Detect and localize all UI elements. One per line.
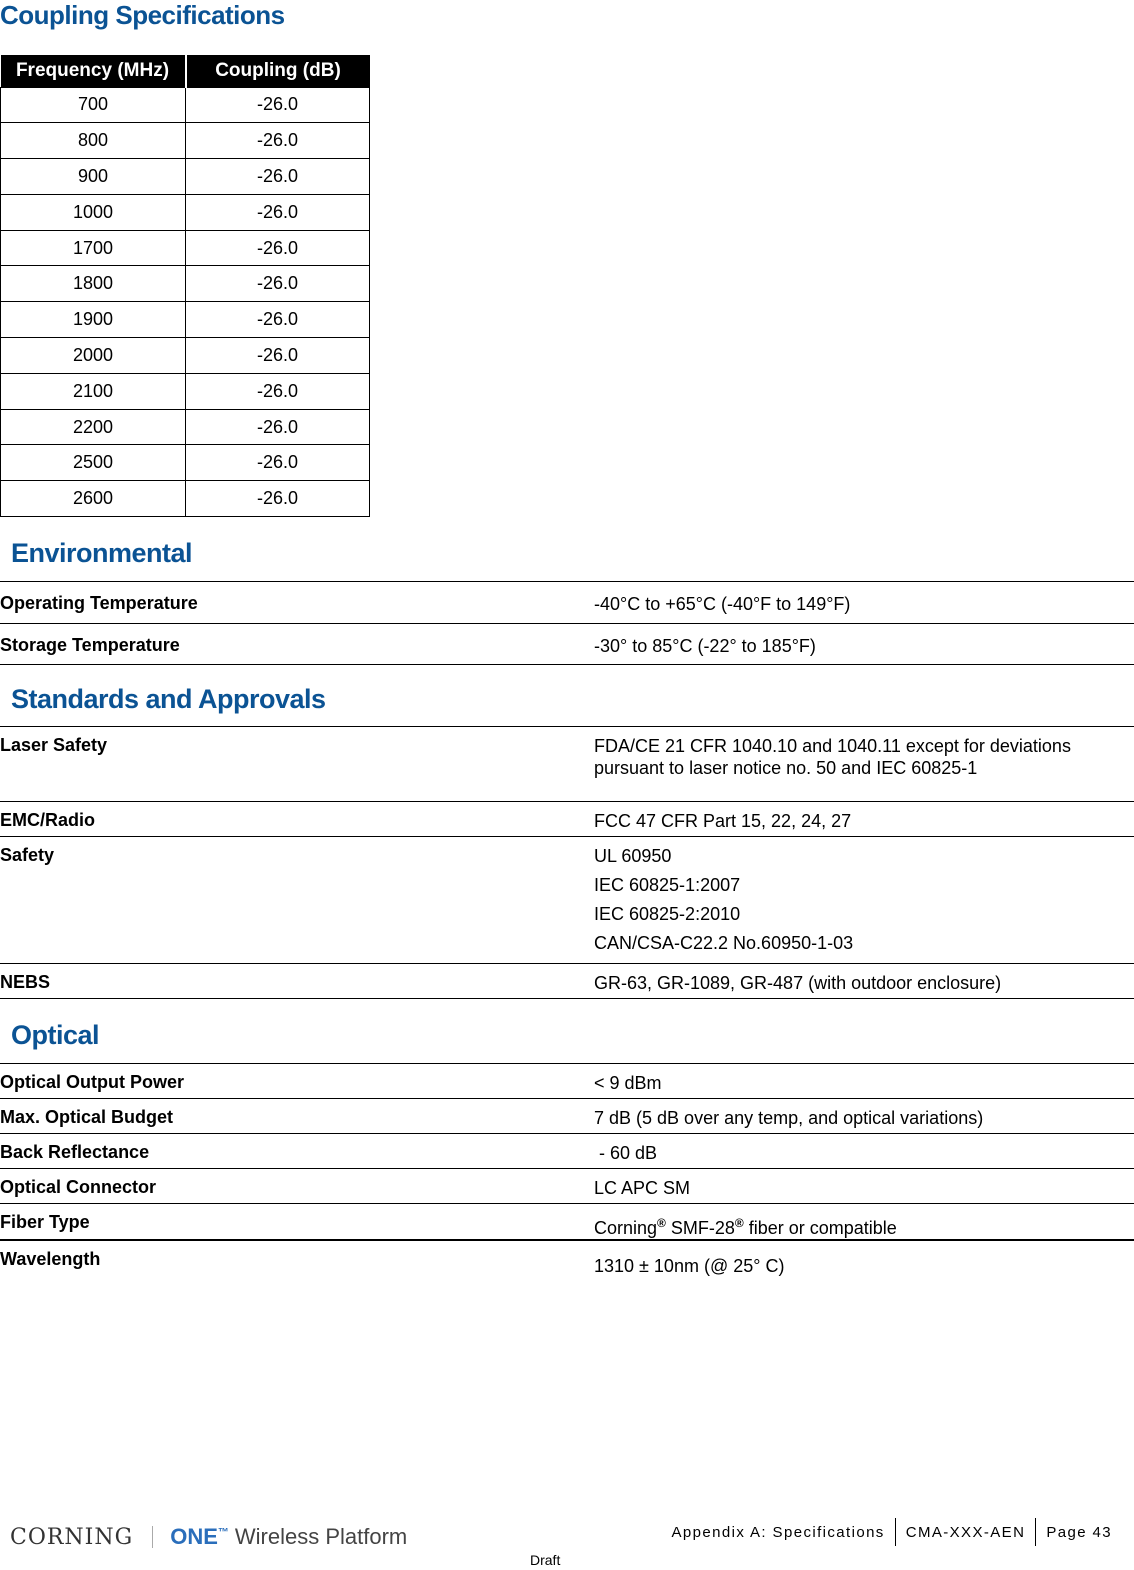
corning-logo: CORNING <box>10 1524 134 1550</box>
safety-standard: CAN/CSA-C22.2 No.60950-1-03 <box>594 933 854 953</box>
frequency-cell: 800 <box>1 123 186 159</box>
coupling-cell: -26.0 <box>186 230 370 266</box>
coupling-row <box>1 373 370 409</box>
frequency-cell: 2500 <box>1 445 186 481</box>
spec-row <box>0 1099 1134 1134</box>
spec-value: -30° to 85°C (-22° to 185°F) <box>594 636 816 656</box>
coupling-row <box>1 266 370 302</box>
coupling-row <box>1 194 370 230</box>
optical-title: Optical <box>11 1020 100 1050</box>
spec-label: Wavelength <box>0 1249 101 1269</box>
draft-label: Draft <box>530 1552 561 1568</box>
coupling-cell: -26.0 <box>186 123 370 159</box>
frequency-cell: 2100 <box>1 373 186 409</box>
spec-row <box>0 802 1134 837</box>
frequency-cell: 900 <box>1 159 186 195</box>
spec-label: Back Reflectance <box>0 1142 150 1162</box>
footer-logo <box>10 1522 407 1552</box>
coupling-cell: -26.0 <box>186 409 370 445</box>
environmental-title: Environmental <box>11 538 193 568</box>
coupling-row <box>1 159 370 195</box>
spec-row <box>0 727 1134 802</box>
spec-label: Storage Temperature <box>0 635 180 655</box>
fiber-text: Corning <box>594 1218 658 1238</box>
coupling-row <box>1 230 370 266</box>
coupling-cell: -26.0 <box>186 266 370 302</box>
spec-label: Max. Optical Budget <box>0 1107 174 1127</box>
coupling-row <box>1 123 370 159</box>
logo-divider <box>152 1526 153 1548</box>
coupling-row <box>1 302 370 338</box>
spec-row <box>0 1064 1134 1099</box>
frequency-cell: 1700 <box>1 230 186 266</box>
coupling-table-body <box>1 87 370 517</box>
spec-value: GR-63, GR-1089, GR-487 (with outdoor enclosure) <box>594 973 1002 993</box>
spec-value: FCC 47 CFR Part 15, 22, 24, 27 <box>594 811 852 831</box>
spec-label: Operating Temperature <box>0 593 198 613</box>
one-logo <box>170 1524 229 1550</box>
footer-divider <box>895 1518 896 1546</box>
frequency-cell: 1000 <box>1 194 186 230</box>
spec-value: - 60 dB <box>594 1143 658 1163</box>
coupling-cell: -26.0 <box>186 159 370 195</box>
coupling-cell: -26.0 <box>186 87 370 123</box>
coupling-cell: -26.0 <box>186 302 370 338</box>
spec-row <box>0 837 1134 964</box>
safety-standard: IEC 60825-1:2007 <box>594 875 741 895</box>
spec-value: 7 dB (5 dB over any temp, and optical variations) <box>594 1108 984 1128</box>
frequency-cell: 2000 <box>1 338 186 374</box>
coupling-row <box>1 481 370 517</box>
spec-row <box>0 1204 1134 1241</box>
footer-page-number: Page 43 <box>1046 1523 1112 1541</box>
coupling-cell: -26.0 <box>186 481 370 517</box>
spec-label: Fiber Type <box>0 1212 90 1232</box>
registered-mark: ® <box>657 1216 666 1230</box>
frequency-cell: 2200 <box>1 409 186 445</box>
fiber-text: SMF-28 <box>665 1218 735 1238</box>
one-product: ONE <box>170 1524 218 1549</box>
footer-doc-id: CMA-XXX-AEN <box>905 1523 1026 1541</box>
spec-value: 1310 ± 10nm (@ 25° C) <box>594 1256 785 1276</box>
spec-value: < 9 dBm <box>594 1073 662 1093</box>
spec-row <box>0 1240 1134 1290</box>
spec-value: FDA/CE 21 CFR 1040.10 and 1040.11 except for deviations pursuant to laser notice no. 50 and IEC 60825-1 <box>594 736 1071 778</box>
coupling-cell: -26.0 <box>186 338 370 374</box>
footer-meta <box>672 1522 1112 1542</box>
environmental-table <box>0 581 1134 665</box>
coupling-cell: -26.0 <box>186 445 370 481</box>
spec-value <box>594 1204 1134 1241</box>
coupling-row <box>1 445 370 481</box>
coupling-header: Coupling (dB) <box>186 55 370 87</box>
footer-divider <box>1035 1518 1036 1546</box>
coupling-row <box>1 409 370 445</box>
safety-standard: IEC 60825-2:2010 <box>594 904 741 924</box>
frequency-cell: 700 <box>1 87 186 123</box>
spec-label: Safety <box>0 845 55 865</box>
coupling-header-row <box>1 55 370 87</box>
coupling-row <box>1 87 370 123</box>
spec-row <box>0 964 1134 999</box>
spec-label: NEBS <box>0 972 51 992</box>
coupling-cell: -26.0 <box>186 373 370 409</box>
coupling-table <box>0 55 370 517</box>
spec-value: -40°C to +65°C (-40°F to 149°F) <box>594 594 851 614</box>
footer-section: Appendix A: Specifications <box>671 1523 885 1541</box>
frequency-cell: 2600 <box>1 481 186 517</box>
spec-value: LC APC SM <box>594 1178 691 1198</box>
fiber-text: fiber or compatible <box>743 1218 897 1238</box>
coupling-row <box>1 338 370 374</box>
standards-table <box>0 726 1134 999</box>
spec-row <box>0 582 1134 624</box>
spec-row <box>0 1169 1134 1204</box>
optical-table <box>0 1063 1134 1290</box>
spec-label: Optical Connector <box>0 1177 157 1197</box>
frequency-cell: 1800 <box>1 266 186 302</box>
spec-label: Laser Safety <box>0 735 108 755</box>
spec-value-list <box>594 837 1134 964</box>
standards-title: Standards and Approvals <box>11 684 326 714</box>
spec-label: EMC/Radio <box>0 810 96 830</box>
spec-row <box>0 1134 1134 1169</box>
spec-row <box>0 624 1134 665</box>
spec-label: Optical Output Power <box>0 1072 185 1092</box>
coupling-cell: -26.0 <box>186 194 370 230</box>
coupling-specifications-title: Coupling Specifications <box>0 0 285 30</box>
platform-name: Wireless Platform <box>234 1524 408 1549</box>
frequency-cell: 1900 <box>1 302 186 338</box>
frequency-header: Frequency (MHz) <box>1 55 186 87</box>
safety-standard: UL 60950 <box>594 846 672 866</box>
trademark-mark: ™ <box>217 1526 229 1539</box>
registered-mark: ® <box>734 1216 744 1230</box>
